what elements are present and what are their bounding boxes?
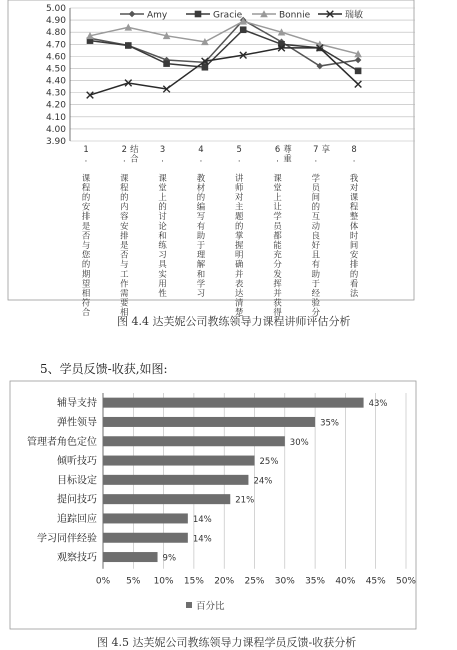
bar	[103, 552, 158, 562]
line-point	[202, 64, 209, 71]
x-category-char: 我	[349, 172, 359, 183]
section-heading: 5、学员反馈-收获,如图:	[40, 362, 168, 376]
x-tick-label: 40%	[335, 576, 356, 587]
x-category-char: 堂	[273, 182, 282, 193]
x-category-char: 课	[81, 172, 91, 183]
x-category-char: 否	[120, 249, 129, 260]
x-category-label	[82, 144, 91, 317]
x-category-char: 合	[130, 153, 139, 164]
x-category-char: 5	[236, 144, 242, 154]
line-point	[240, 26, 247, 33]
x-tick-label: 25%	[244, 576, 265, 587]
y-tick-label: 4.40	[45, 76, 66, 87]
x-category-char: 经	[311, 288, 320, 298]
x-category-char: 习	[158, 249, 167, 260]
x-category-char: 排	[120, 230, 129, 241]
x-category-char: 间	[311, 192, 320, 202]
x-category-char: 工	[120, 268, 129, 279]
y-tick-label: 4.30	[45, 88, 66, 99]
x-category-char: 2	[121, 144, 127, 154]
bar-value-label: 25%	[259, 457, 279, 468]
bar	[103, 533, 188, 543]
bar-category-label: 辅导支持	[57, 398, 97, 410]
x-category-char: 相	[81, 288, 91, 298]
x-category-char: 对	[349, 182, 359, 193]
x-category-char: 好	[311, 240, 320, 250]
x-category-char: 堂	[158, 182, 167, 193]
x-category-char: 并	[235, 268, 244, 279]
x-tick-label: 10%	[153, 576, 174, 587]
x-category-char: 主	[235, 201, 244, 212]
line-point	[355, 57, 362, 64]
x-category-char: 是	[81, 220, 91, 231]
x-category-char: 确	[235, 259, 244, 270]
x-category-char: 与	[81, 240, 91, 250]
line-point	[125, 42, 132, 49]
x-category-char: 上	[158, 192, 167, 202]
bar-value-label: 14%	[192, 514, 212, 525]
legend-item-ruimin	[318, 9, 363, 21]
series-bonnie	[86, 18, 362, 58]
x-category-label	[197, 144, 206, 298]
x-tick-label: 45%	[365, 576, 386, 587]
x-category-char: 动	[311, 220, 320, 231]
x-category-char: 课	[273, 172, 282, 183]
x-tick-label: 0%	[95, 576, 111, 587]
x-category-char: 题	[235, 211, 244, 222]
x-category-char: 员	[311, 182, 320, 193]
legend-swatch	[186, 602, 192, 608]
x-category-char: 握	[235, 240, 244, 250]
x-category-label	[273, 144, 292, 317]
line-point	[163, 60, 170, 67]
x-category-char: 的	[81, 192, 91, 202]
bar-value-label: 9%	[162, 553, 177, 564]
x-category-char: 合	[81, 307, 91, 318]
x-category-char: 于	[311, 278, 320, 289]
x-category-char: 时	[349, 230, 359, 241]
x-category-char: 的	[311, 201, 320, 212]
x-category-char: .	[161, 153, 164, 164]
x-category-label	[235, 144, 244, 317]
x-category-char: 望	[81, 278, 91, 289]
x-category-char: 助	[196, 230, 206, 241]
legend-label: 瑞敏	[345, 10, 364, 21]
x-category-char: 讨	[158, 211, 167, 222]
x-category-char: 员	[273, 220, 282, 231]
legend-item-percent	[186, 600, 225, 612]
x-category-char: 有	[196, 220, 206, 231]
x-category-char: 表	[235, 278, 244, 289]
x-category-char: 助	[311, 268, 320, 279]
x-category-char: 是	[120, 240, 129, 250]
y-tick-label: 4.00	[45, 124, 66, 135]
bar-category-label: 追踪回应	[57, 513, 97, 525]
x-category-char: 重	[283, 153, 292, 164]
x-category-char: 享	[321, 144, 330, 154]
legend-item-amy	[120, 11, 168, 21]
x-category-char: 期	[81, 268, 91, 279]
x-category-char: 充	[273, 249, 282, 260]
x-category-char: 法	[349, 288, 359, 298]
y-tick-label: 4.90	[45, 16, 66, 27]
bar	[103, 456, 255, 466]
line-point	[355, 68, 362, 75]
bar-chart-caption: 图 4.5 达芙妮公司教练领导力课程学员反馈-收获分析	[97, 636, 357, 649]
x-category-char: 内	[120, 201, 129, 212]
x-category-char: 有	[311, 259, 320, 270]
x-category-char: 性	[158, 288, 167, 298]
x-category-char: 理	[196, 249, 206, 260]
line-chart-caption: 图 4.4 达芙妮公司教练领导力课程讲师评估分析	[117, 315, 351, 328]
x-category-char: 练	[158, 240, 167, 250]
x-category-label	[120, 144, 139, 317]
bar-value-label: 14%	[192, 534, 212, 545]
x-category-char: 能	[273, 240, 282, 250]
x-category-char: 并	[273, 288, 282, 298]
bar	[103, 436, 285, 446]
x-category-char: 与	[120, 259, 129, 270]
x-category-char: .	[237, 153, 241, 164]
line-point	[278, 41, 285, 48]
legend-label: Bonnie	[279, 10, 311, 21]
x-category-char: 8	[351, 144, 357, 154]
x-category-char: 达	[235, 288, 244, 298]
bar	[103, 475, 248, 485]
x-category-char: 清	[235, 297, 244, 308]
bar	[103, 513, 188, 523]
x-category-char: 看	[349, 278, 359, 289]
x-tick-label: 50%	[395, 576, 417, 587]
x-category-char: 讲	[235, 172, 244, 183]
x-category-char: 编	[196, 201, 206, 212]
x-category-char: 挥	[273, 278, 282, 289]
bar-chart	[0, 380, 457, 640]
x-category-char: 要	[120, 297, 129, 308]
x-category-char: .	[84, 153, 88, 164]
x-category-char: 课	[349, 192, 359, 202]
x-category-char: 安	[349, 249, 359, 260]
x-category-char: 容	[120, 211, 129, 222]
x-category-char: 间	[349, 240, 359, 250]
x-category-char: 1	[83, 144, 89, 154]
x-category-char: 程	[349, 201, 359, 212]
bar-value-label: 43%	[368, 399, 388, 410]
x-category-char: 验	[311, 297, 320, 308]
x-category-char: 论	[158, 220, 167, 231]
x-category-char: 材	[196, 182, 206, 193]
x-category-char: 体	[349, 220, 359, 231]
x-category-char: 写	[196, 211, 206, 222]
line-chart	[0, 0, 457, 318]
bar-category-label: 学习同伴经验	[37, 533, 97, 545]
x-category-char: .	[314, 153, 318, 164]
x-category-char: 学	[311, 172, 320, 183]
x-category-char: 对	[235, 192, 244, 202]
x-category-char: 结	[130, 144, 139, 154]
x-category-char: 师	[235, 182, 244, 193]
x-category-char: 6	[274, 144, 281, 154]
x-category-char: 的	[235, 220, 244, 231]
bar-category-label: 弹性领导	[57, 417, 97, 429]
y-tick-label: 4.50	[45, 64, 66, 75]
line-point	[125, 24, 133, 31]
bar-category-label: 目标设定	[57, 475, 97, 487]
legend-item-gracie	[186, 11, 243, 21]
x-category-char: 课	[120, 172, 129, 183]
x-category-label	[350, 144, 359, 298]
x-category-char: 明	[235, 249, 244, 260]
x-category-char: 良	[311, 230, 320, 241]
y-tick-label: 4.70	[45, 40, 66, 51]
y-tick-label: 4.80	[45, 28, 66, 39]
x-category-char: 让	[273, 201, 282, 212]
x-category-char: 的	[120, 192, 129, 202]
y-tick-label: 4.20	[45, 100, 66, 111]
x-category-char: 作	[120, 278, 129, 289]
x-category-char: 安	[120, 220, 129, 231]
x-category-char: 7	[313, 144, 319, 154]
x-category-char: 楚	[235, 307, 244, 318]
x-category-char: 整	[349, 211, 359, 222]
x-category-char: 3	[159, 144, 166, 154]
x-category-char: 且	[311, 249, 320, 260]
line-point	[195, 11, 202, 18]
legend-label: Amy	[147, 10, 168, 21]
bar-value-label: 30%	[289, 437, 309, 448]
y-tick-label: 4.10	[45, 112, 66, 123]
x-category-char: 和	[158, 230, 167, 241]
legend-item-bonnie	[252, 10, 311, 20]
x-category-char: 课	[158, 172, 167, 183]
x-tick-label: 5%	[126, 576, 141, 587]
x-category-char: 发	[273, 268, 282, 279]
x-category-char: 实	[158, 268, 167, 279]
x-category-char: 4	[198, 144, 204, 154]
line-point	[355, 81, 362, 88]
bar	[103, 398, 364, 408]
bar-category-label: 管理者角色定位	[27, 436, 97, 448]
x-category-char: 解	[196, 259, 206, 270]
x-category-char: 需	[120, 288, 129, 298]
x-category-char: 用	[158, 278, 167, 289]
bar-value-label: 21%	[235, 495, 255, 506]
x-category-char: 分	[311, 307, 320, 318]
x-category-char: 于	[196, 240, 206, 250]
x-category-char: 得	[273, 307, 282, 318]
x-category-char: 的	[349, 268, 359, 279]
x-category-char: 的	[196, 192, 206, 202]
x-category-char: .	[122, 153, 126, 164]
x-category-char: 安	[81, 201, 91, 212]
y-tick-label: 5.00	[45, 4, 66, 14]
x-category-char: 互	[311, 211, 320, 222]
bar-category-label: 提问技巧	[57, 494, 97, 506]
line-point	[129, 11, 136, 18]
x-category-char: 学	[196, 278, 206, 289]
x-category-char: 和	[196, 268, 206, 279]
x-category-char: 的	[158, 201, 167, 212]
x-category-char: 相	[120, 307, 129, 318]
x-tick-label: 30%	[274, 576, 295, 587]
x-category-char: .	[352, 153, 356, 164]
x-category-char: .	[276, 153, 279, 164]
x-category-char: 具	[158, 259, 167, 270]
x-category-char: 符	[81, 297, 91, 308]
x-category-label	[158, 144, 167, 298]
series-ruimin	[87, 45, 362, 99]
bar-value-label: 35%	[320, 418, 340, 429]
y-tick-label: 4.60	[45, 52, 66, 63]
x-category-char: 程	[81, 182, 91, 193]
bar	[103, 417, 315, 427]
bar	[103, 494, 230, 504]
x-category-char: 掌	[235, 230, 244, 241]
x-category-char: 获	[273, 297, 282, 308]
x-category-char: 习	[196, 288, 206, 298]
x-tick-label: 35%	[305, 576, 326, 587]
x-category-label	[312, 144, 331, 317]
bar-value-label: 24%	[253, 476, 273, 487]
x-category-char: 分	[273, 259, 282, 270]
x-category-char: 程	[120, 182, 129, 193]
x-category-char: 否	[81, 230, 91, 241]
legend-label: Gracie	[213, 10, 243, 21]
x-category-char: 您	[81, 249, 91, 260]
x-category-char: 学	[273, 211, 282, 222]
x-tick-label: 20%	[214, 576, 235, 587]
y-tick-label: 3.90	[45, 137, 66, 147]
x-category-char: .	[199, 153, 203, 164]
x-category-char: 都	[273, 230, 282, 241]
x-category-char: 尊	[283, 144, 292, 154]
x-category-char: 排	[81, 211, 91, 222]
x-category-char: 上	[273, 192, 282, 202]
x-tick-label: 15%	[183, 576, 204, 587]
x-category-char: 的	[81, 259, 91, 270]
series-line-ruimin	[90, 48, 358, 95]
legend-label: 百分比	[196, 601, 225, 612]
x-category-char: 排	[349, 259, 359, 270]
bar-category-label: 观察技巧	[57, 552, 97, 564]
x-category-char: 教	[196, 172, 206, 183]
bar-category-label: 倾听技巧	[57, 456, 97, 468]
